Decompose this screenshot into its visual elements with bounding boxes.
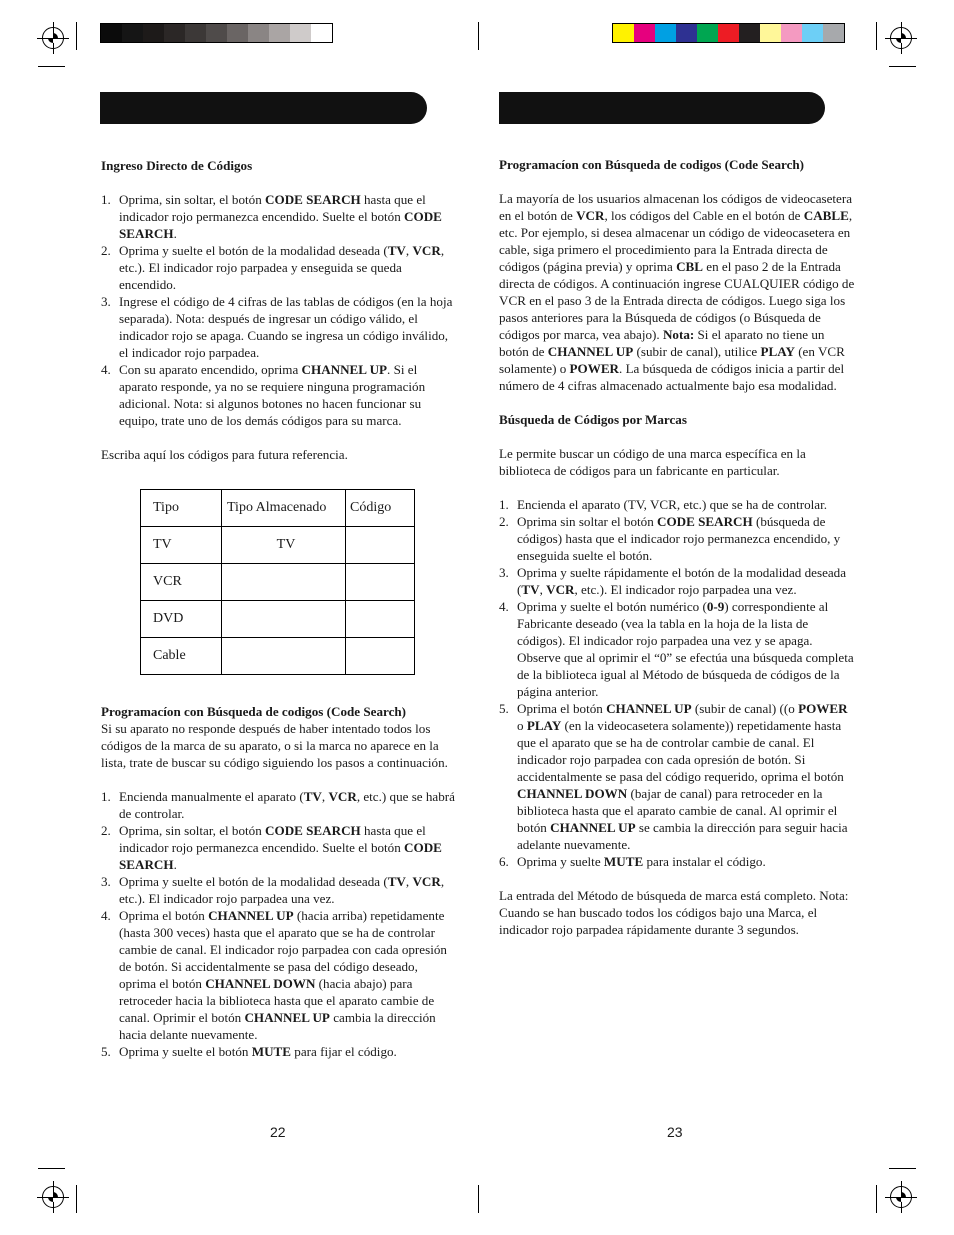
list-number: 2. [101,243,111,258]
text-run: , etc.). El indicador rojo parpadea y enseguida se queda encendido. [119,243,445,292]
table-cell[interactable] [346,564,415,601]
bold-term: TV [387,874,406,889]
bold-term: VCR [576,208,605,223]
text-run: Ingrese el código de 4 cifras de las tablas de códigos (en la hoja separada). Nota: después de ingresar un código válido, el indicador rojo se apaga. Cuando se ingresa un código inválido, el indicador rojo parpadea. [119,294,453,360]
text-run: , [539,582,547,597]
text-run: . [173,857,177,872]
list-number: 5. [499,701,509,716]
list-item [101,907,456,1043]
table-cell: Cable [141,638,222,675]
bold-term: CHANNEL UP [301,362,388,377]
text-run: La mayoría de los usuarios almacenan los códigos de videocasetera en el botón de [499,191,853,223]
list-number: 3. [499,565,509,580]
text-run: Oprima, sin soltar, el botón [119,192,266,207]
text-run: Oprima y suelte el botón de la modalidad deseada ( [119,874,388,889]
bold-term: CABLE [803,208,849,223]
closing-note: La entrada del Método de búsqueda de marca está completo. Nota: Cuando se han buscado todos los códigos bajo una Marca, el indicador rojo parpadea rápidamente durante 3 segundos. [499,888,849,937]
bold-term: PLAY [760,344,795,359]
crop-mark [76,1185,77,1213]
color-swatch [697,24,718,42]
crop-mark [76,22,77,50]
list-item [101,873,456,907]
table-cell[interactable] [346,527,415,564]
text-run: Encienda el aparato (TV, VCR, etc.) que se ha de controlar. [517,497,828,512]
section-intro: Si su aparato no responde después de haber intentado todos los códigos de la marca de su aparato, o si la marca no aparece en la lista, trate de buscar su código siguiendo los pasos a continuación. [101,721,448,770]
list-number: 4. [499,599,509,614]
list-item [499,496,856,513]
color-swatch [739,24,760,42]
text-run: , etc.). El indicador rojo parpadea una vez. [574,582,797,597]
text-run: (subir de canal), utilice [633,344,761,359]
text-run: hasta que el indicador rojo permanezca encendido. Suelte el botón [119,192,426,224]
table-row [141,564,415,601]
text-run: se cambia la dirección para seguir hacia adelante nuevamente. [517,820,848,852]
list-item [101,293,456,361]
bold-term: VCR [546,582,575,597]
text-run: (búsqueda de códigos) hasta que el indicador rojo permanezca encendido, y enseguida suelte el botón. [517,514,841,563]
list-number: 4. [101,362,111,377]
text-run: . Si el aparato responde, ya no se requiere ninguna programación adicional. Nota: si algunos botones no hacen funcionar su equipo, trate uno de los demás códigos para su marca. [119,362,426,428]
color-swatch [101,24,122,42]
section-paragraph [499,190,856,394]
text-run: Oprima y suelte el botón numérico ( [517,599,707,614]
color-swatch [613,24,634,42]
text-run: (subir de canal) ((o [691,701,799,716]
text-run: , [405,874,413,889]
text-run: , [321,789,329,804]
bold-term: CHANNEL UP [547,344,634,359]
list-number: 2. [101,823,111,838]
color-swatch [718,24,739,42]
bold-term: CBL [676,259,704,274]
text-run: . La búsqueda de códigos inicia a partir del número de 4 cifras almacenado actualmente bajo esa modalidad. [499,361,845,393]
table-cell: VCR [141,564,222,601]
table-row [141,638,415,675]
list-item [101,1043,456,1060]
bold-term: TV [521,582,540,597]
registration-mark-icon [42,27,64,49]
bold-term: Nota: [662,327,695,342]
table-header: Código [346,490,415,527]
list-number: 6. [499,854,509,869]
text-run: Oprima sin soltar el botón [517,514,658,529]
bold-term: CHANNEL UP [606,701,692,716]
text-run: hasta que el indicador rojo permanezca encendido. Suelte el botón [119,823,426,855]
list-number: 5. [101,1044,111,1059]
table-cell: TV [222,527,346,564]
bold-term: CODE SEARCH [265,192,361,207]
text-run: , etc. Por ejemplo, si desea almacenar un código de videocasetera en cable, siga primero el procedimiento para la Entrada directa de códigos (página previa) y oprima [499,208,853,274]
page-number: 23 [667,1124,683,1140]
list-item [101,788,456,822]
left-header-bar [100,92,427,124]
bold-term: POWER [569,361,620,376]
list-number: 4. [101,908,111,923]
text-run: en el paso 2 de la Entrada directa de códigos. A continuación ingrese CUALQUIER código de VCR en el paso 3 de la Entrada directa de códigos. Luego siga los pasos anteriores para la Búsqueda de códigos (o Búsqueda de códigos por marca, vea abajo). [499,259,855,342]
right-column [499,156,856,938]
crop-mark [876,22,877,50]
color-swatch [143,24,164,42]
bold-term: CHANNEL UP [208,908,294,923]
text-run: , etc.). El indicador rojo parpadea una vez. [119,874,445,906]
text-run: para fijar el código. [291,1044,397,1059]
text-run: . [173,226,177,241]
list-item [499,598,856,700]
text-run: Oprima el botón [119,908,209,923]
table-cell: DVD [141,601,222,638]
section-heading: Programacíon con Búsqueda de codigos (Code Search) [101,704,407,719]
bold-term: TV [387,243,406,258]
crop-mark [38,1168,65,1169]
crop-mark [889,66,916,67]
bold-term: TV [303,789,322,804]
text-run: Encienda manualmente el aparato ( [119,789,304,804]
table-cell[interactable] [222,564,346,601]
crop-mark [889,1168,916,1169]
color-swatch [290,24,311,42]
list-item [499,853,856,870]
bold-term: CHANNEL UP [244,1010,330,1025]
table-cell[interactable] [346,601,415,638]
brand-search-steps [499,496,856,870]
bold-term: CHANNEL DOWN [517,786,628,801]
section-intro: Le permite buscar un código de una marca específica en la biblioteca de códigos para un fabricante en particular. [499,446,806,478]
crop-mark [876,1185,877,1213]
text-run: , etc.) que se habrá de controlar. [119,789,455,821]
text-run: Oprima y suelte el botón [119,1044,252,1059]
section-heading: Ingreso Directo de Códigos [101,158,253,173]
color-swatch [676,24,697,42]
bold-term: CODE SEARCH [657,514,753,529]
list-item [499,513,856,564]
list-number: 3. [101,874,111,889]
bold-term: MUTE [603,854,644,869]
direct-entry-steps [101,191,456,429]
table-header: Tipo [141,490,222,527]
bold-term: CHANNEL UP [550,820,636,835]
bold-term: VCR [328,789,357,804]
list-number: 1. [101,192,111,207]
list-item [499,564,856,598]
text-run: Oprima y suelte rápidamente el botón de la modalidad deseada ( [517,565,847,597]
color-swatch [634,24,655,42]
table-header-row [141,490,415,527]
color-swatch [164,24,185,42]
bold-term: CHANNEL DOWN [205,976,316,991]
text-run: (bajar de canal) para retroceder en la biblioteca hasta que el aparato cambie de canal. Al oprimir el botón [517,786,838,835]
text-run: Oprima y suelte el botón de la modalidad deseada ( [119,243,388,258]
text-run: (en VCR solamente) o [499,344,845,376]
text-run: , [405,243,413,258]
table-cell[interactable] [222,638,346,675]
color-swatch [760,24,781,42]
registration-mark-icon [890,1186,912,1208]
color-swatch [227,24,248,42]
code-reference-table [140,489,415,675]
page-number: 22 [270,1124,286,1140]
bold-term: PLAY [526,718,562,733]
table-row [141,527,415,564]
text-run: ) correspondiente al Fabricante deseado (vea la tabla en la hoja de la lista de códigos). El indicador rojo parpadea una vez y se apaga. Observe que al oprimir el “0” se efectúa una búsqueda completa de la biblioteca igual al Método de búsqueda de códigos de la página anterior. [517,599,854,699]
bold-term: 0-9 [706,599,725,614]
bold-term: MUTE [251,1044,292,1059]
table-header: Tipo Almacenado [222,490,346,527]
text-run: Con su aparato encendido, oprima [119,362,302,377]
list-item [101,822,456,873]
table-cell[interactable] [346,638,415,675]
left-column [101,157,456,463]
bold-term: VCR [412,874,441,889]
text-run: (hacia arriba) repetidamente (hasta 300 veces) hasta que el aparato que se ha de controlar cambie de canal. El indicador rojo parpadea con cada opresión de botón. Si accidentalmente se pasa del código deseado, oprima el botón [119,908,447,991]
left-column-lower [101,703,456,1060]
text-run: (en la videocasetera solamente)) repetidamente hasta que el aparato que se ha de controlar cambie de canal. El indicador rojo parpadea con cada opresión de botón. Si accidentalmente se pasa del código requerido, oprima el botón [517,718,844,784]
list-item [499,700,856,853]
list-item [101,242,456,293]
text-run: Oprima el botón [517,701,607,716]
table-cell[interactable] [222,601,346,638]
section-heading: Programacíon con Búsqueda de codigos (Code Search) [499,157,805,172]
list-number: 3. [101,294,111,309]
color-swatch [802,24,823,42]
color-swatch [248,24,269,42]
code-search-steps [101,788,456,1060]
color-swatch [122,24,143,42]
text-run: (hacia abajo) para retroceder hacia la biblioteca hasta que el aparato cambie de canal. Oprimir el botón [119,976,435,1025]
color-swatch [823,24,844,42]
text-run: cambia la dirección hacia delante nuevamente. [119,1010,436,1042]
color-swatch [206,24,227,42]
bold-term: VCR [412,243,441,258]
table-row [141,601,415,638]
crop-mark [478,22,479,50]
list-number: 1. [101,789,111,804]
color-calibration-strip [612,23,845,43]
list-number: 1. [499,497,509,512]
section-heading: Búsqueda de Códigos por Marcas [499,412,687,427]
bold-term: POWER [798,701,848,716]
bold-term: CODE SEARCH [119,209,442,241]
registration-mark-icon [42,1186,64,1208]
crop-mark [478,1185,479,1213]
list-number: 2. [499,514,509,529]
grayscale-calibration-strip [100,23,333,43]
text-run: Si el aparato no tiene un botón de [499,327,825,359]
text-run: o [517,718,527,733]
right-header-bar [499,92,825,124]
bold-term: CODE SEARCH [119,840,442,872]
color-swatch [781,24,802,42]
text-run: para instalar el código. [643,854,766,869]
reference-note: Escriba aquí los códigos para futura referencia. [101,447,348,462]
registration-mark-icon [890,27,912,49]
color-swatch [655,24,676,42]
text-run: Oprima y suelte [517,854,604,869]
text-run: Oprima, sin soltar, el botón [119,823,266,838]
color-swatch [311,24,332,42]
table-cell: TV [141,527,222,564]
text-run: , los códigos del Cable en el botón de [604,208,804,223]
list-item [101,191,456,242]
bold-term: CODE SEARCH [265,823,361,838]
color-swatch [269,24,290,42]
list-item [101,361,456,429]
color-swatch [185,24,206,42]
crop-mark [38,66,65,67]
